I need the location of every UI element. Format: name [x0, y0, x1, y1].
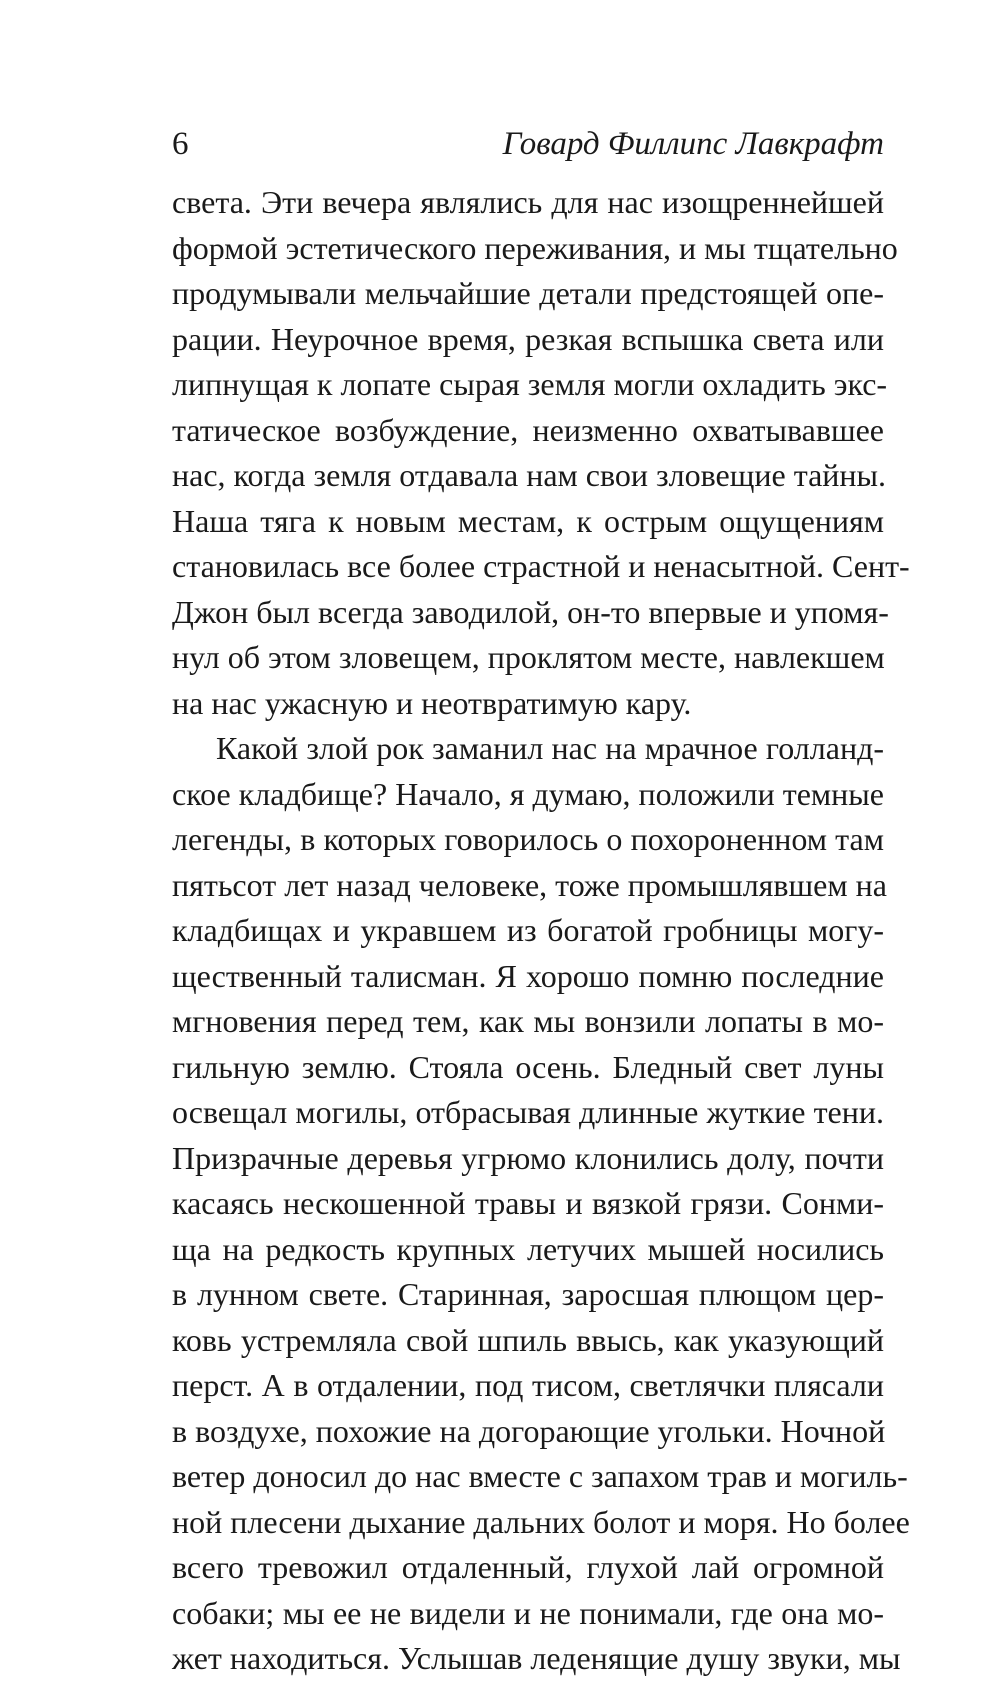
- text-line: в лунном свете. Старинная, заросшая плющом цер-: [172, 1276, 884, 1312]
- book-page: [172, 122, 910, 1682]
- page-number: 6: [172, 126, 189, 162]
- text-line: Какой злой рок заманил нас на мрачное голланд-: [216, 730, 884, 766]
- text-line: освещал могилы, отбрасывая длинные жуткие тени.: [172, 1094, 884, 1130]
- text-line: света. Эти вечера являлись для нас изощреннейшей: [172, 184, 884, 220]
- text-line: ной плесени дыхание дальних болот и моря. Но более: [172, 1503, 910, 1540]
- running-head-author: Говард Филлипс Лавкрафт: [502, 126, 884, 162]
- body-text: [172, 180, 910, 1682]
- text-line: ское кладбище? Начало, я думаю, положили темные: [172, 775, 884, 812]
- text-line: Наша тяга к новым местам, к острым ощущениям: [172, 502, 884, 539]
- text-line: всего тревожил отдаленный, глухой лай огромной: [172, 1549, 884, 1585]
- paragraph: [172, 180, 910, 726]
- text-line: татическое возбуждение, неизменно охватывавшее: [172, 411, 884, 448]
- text-line: кладбищах и укравшем из богатой гробницы могу-: [172, 912, 884, 948]
- text-line: легенды, в которых говорилось о похороненном там: [172, 821, 884, 857]
- text-line: липнущая к лопате сырая земля могли охладить экс-: [172, 366, 888, 402]
- text-line: гильную землю. Стояла осень. Бледный свет луны: [172, 1048, 884, 1085]
- text-line: мгновения перед тем, как мы вонзили лопаты в мо-: [172, 1003, 884, 1039]
- text-line: щественный талисман. Я хорошо помню последние: [172, 957, 884, 994]
- text-line: перст. А в отдалении, под тисом, светлячки плясали: [172, 1367, 884, 1403]
- text-line: становилась все более страстной и ненасытной. Сент-: [172, 548, 910, 584]
- text-line: пятьсот лет назад человеке, тоже промышлявшем на: [172, 866, 887, 903]
- running-head: [172, 122, 884, 166]
- paragraph: [172, 726, 910, 1682]
- text-line: ковь устремляла свой шпиль ввысь, как указующий: [172, 1321, 884, 1358]
- text-line: нул об этом зловещем, проклятом месте, навлекшем: [172, 639, 885, 675]
- text-line: Джон был всегда заводилой, он-то впервые и упомя-: [172, 593, 889, 630]
- text-line: ветер доносил до нас вместе с запахом трав и могиль-: [172, 1458, 908, 1494]
- text-line: жет находиться. Услышав леденящие душу звуки, мы: [172, 1640, 901, 1676]
- text-line: продумывали мельчайшие детали предстоящей опе-: [172, 275, 884, 311]
- text-line: ща на редкость крупных летучих мышей носились: [172, 1230, 884, 1267]
- text-line: касаясь нескошенной травы и вязкой грязи. Сонми-: [172, 1185, 884, 1221]
- text-line: рации. Неурочное время, резкая вспышка света или: [172, 320, 884, 357]
- text-line: на нас ужасную и неотвратимую кару.: [172, 684, 692, 721]
- text-line: формой эстетического переживания, и мы тщательно: [172, 229, 898, 266]
- text-line: собаки; мы ее не видели и не понимали, где она мо-: [172, 1594, 884, 1631]
- text-line: в воздухе, похожие на догорающие угольки. Ночной: [172, 1412, 886, 1449]
- text-line: нас, когда земля отдавала нам свои зловещие тайны.: [172, 457, 887, 493]
- text-line: Призрачные деревья угрюмо клонились долу, почти: [172, 1139, 884, 1176]
